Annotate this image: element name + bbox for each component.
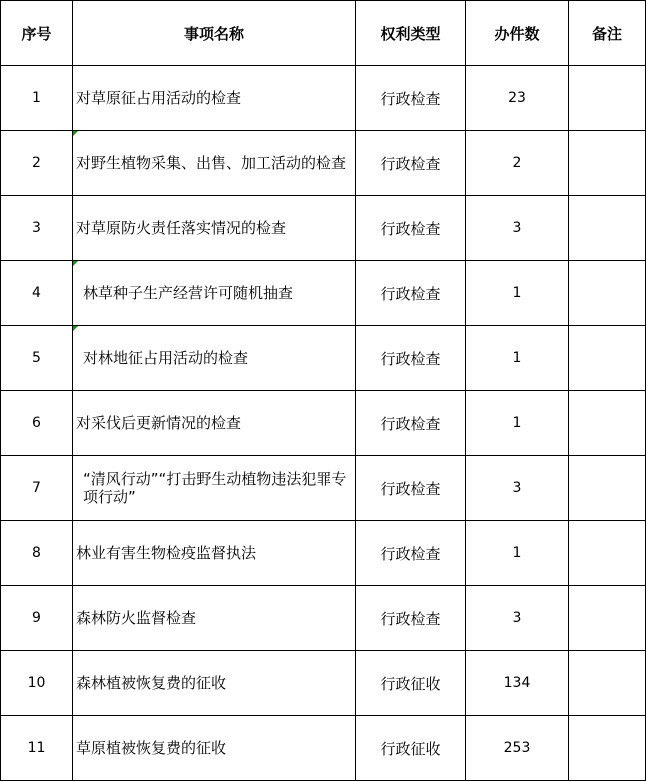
row-note bbox=[569, 261, 646, 326]
table-row bbox=[1, 391, 646, 456]
row-count: 3 bbox=[466, 456, 569, 521]
row-type: 行政检查 bbox=[356, 456, 466, 521]
row-count: 23 bbox=[466, 66, 569, 131]
table-row bbox=[1, 651, 646, 716]
row-index: 11 bbox=[1, 716, 73, 781]
row-name: 森林防火监督检查 bbox=[73, 586, 356, 651]
row-note bbox=[569, 716, 646, 781]
row-note bbox=[569, 391, 646, 456]
row-name: 对草原征占用活动的检查 bbox=[73, 66, 356, 131]
row-name: “清风行动”“打击野生动植物违法犯罪专项行动” bbox=[73, 456, 356, 521]
header-name: 事项名称 bbox=[73, 1, 356, 66]
row-type: 行政检查 bbox=[356, 326, 466, 391]
table-row bbox=[1, 716, 646, 781]
row-index: 9 bbox=[1, 586, 73, 651]
table-row bbox=[1, 261, 646, 326]
row-count: 1 bbox=[466, 326, 569, 391]
table-row bbox=[1, 326, 646, 391]
row-type: 行政检查 bbox=[356, 391, 466, 456]
row-type: 行政检查 bbox=[356, 131, 466, 196]
row-note bbox=[569, 651, 646, 716]
row-name: 对林地征占用活动的检查 bbox=[83, 349, 249, 367]
row-index: 2 bbox=[1, 131, 73, 196]
row-index: 7 bbox=[1, 456, 73, 521]
row-index: 10 bbox=[1, 651, 73, 716]
row-count: 1 bbox=[466, 261, 569, 326]
header-type: 权利类型 bbox=[356, 1, 466, 66]
row-count: 2 bbox=[466, 131, 569, 196]
row-name: 对草原防火责任落实情况的检查 bbox=[73, 196, 356, 261]
row-note bbox=[569, 326, 646, 391]
row-name: 林业有害生物检疫监督执法 bbox=[73, 521, 356, 586]
table-row bbox=[1, 521, 646, 586]
row-type: 行政检查 bbox=[356, 66, 466, 131]
row-name: 森林植被恢复费的征收 bbox=[73, 651, 356, 716]
row-note bbox=[569, 196, 646, 261]
table-header-row bbox=[1, 1, 646, 66]
row-count: 1 bbox=[466, 521, 569, 586]
comment-marker-icon bbox=[73, 326, 78, 331]
row-index: 4 bbox=[1, 261, 73, 326]
row-name: 林草种子生产经营许可随机抽查 bbox=[83, 284, 294, 302]
row-type: 行政征收 bbox=[356, 651, 466, 716]
row-index: 1 bbox=[1, 66, 73, 131]
header-index: 序号 bbox=[1, 1, 73, 66]
header-note: 备注 bbox=[569, 1, 646, 66]
row-type: 行政检查 bbox=[356, 196, 466, 261]
row-name: 对野生植物采集、出售、加工活动的检查 bbox=[76, 154, 347, 172]
row-name: 对采伐后更新情况的检查 bbox=[73, 391, 356, 456]
row-name-cell bbox=[73, 261, 356, 326]
table-row bbox=[1, 456, 646, 521]
table-row bbox=[1, 196, 646, 261]
row-count: 3 bbox=[466, 196, 569, 261]
row-name-cell bbox=[73, 131, 356, 196]
row-count: 3 bbox=[466, 586, 569, 651]
row-index: 3 bbox=[1, 196, 73, 261]
row-name: 草原植被恢复费的征收 bbox=[73, 716, 356, 781]
row-count: 253 bbox=[466, 716, 569, 781]
table-row bbox=[1, 586, 646, 651]
table-row bbox=[1, 66, 646, 131]
comment-marker-icon bbox=[73, 131, 78, 136]
row-index: 8 bbox=[1, 521, 73, 586]
row-type: 行政检查 bbox=[356, 261, 466, 326]
row-note bbox=[569, 456, 646, 521]
row-count: 134 bbox=[466, 651, 569, 716]
row-type: 行政检查 bbox=[356, 586, 466, 651]
row-note bbox=[569, 131, 646, 196]
table-row bbox=[1, 131, 646, 196]
row-note bbox=[569, 521, 646, 586]
row-name-cell bbox=[73, 326, 356, 391]
row-type: 行政检查 bbox=[356, 521, 466, 586]
row-index: 5 bbox=[1, 326, 73, 391]
row-type: 行政征收 bbox=[356, 716, 466, 781]
row-note bbox=[569, 586, 646, 651]
header-count: 办件数 bbox=[466, 1, 569, 66]
row-index: 6 bbox=[1, 391, 73, 456]
row-note bbox=[569, 66, 646, 131]
row-count: 1 bbox=[466, 391, 569, 456]
comment-marker-icon bbox=[73, 261, 78, 266]
